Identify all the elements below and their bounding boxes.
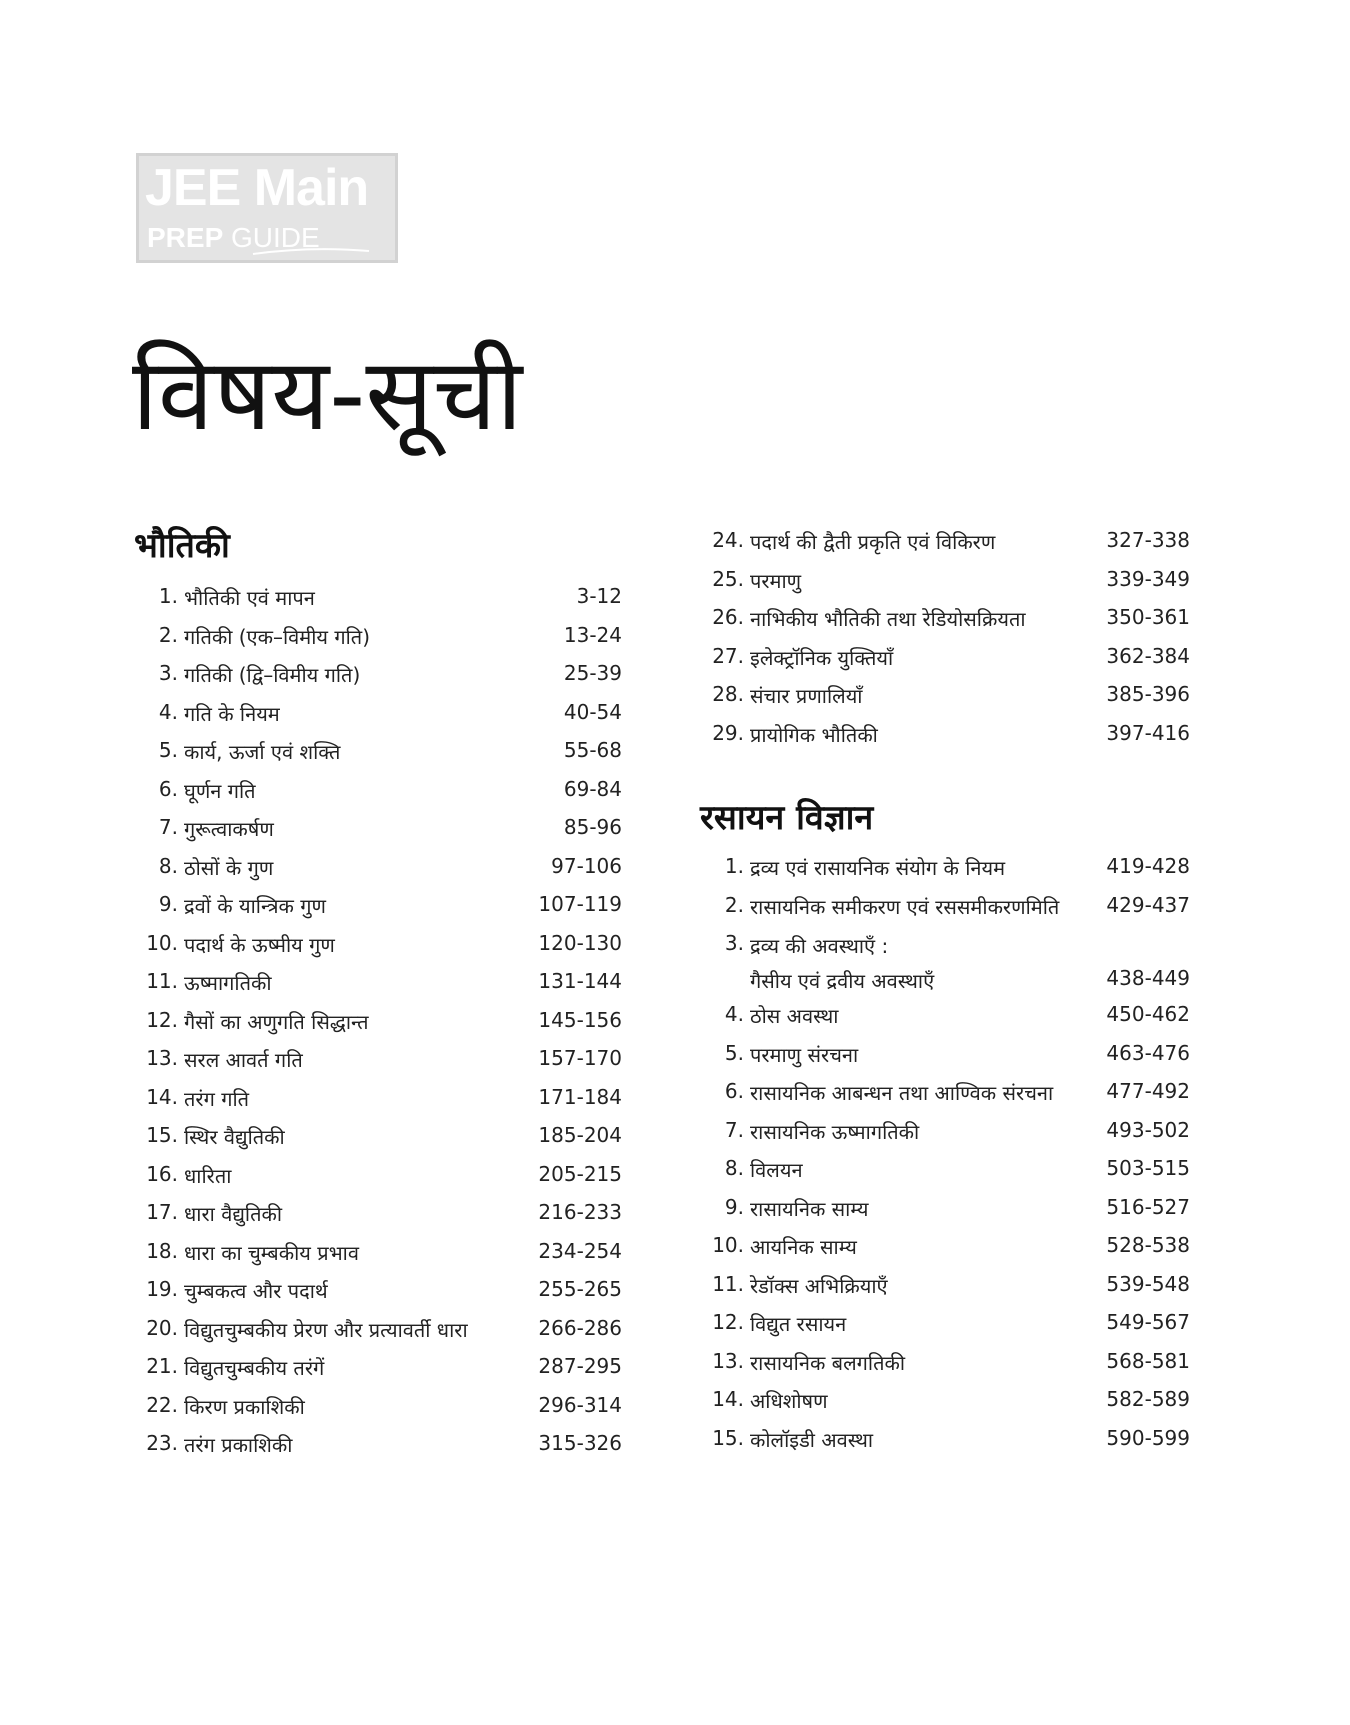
toc-entry-pages: 590-599 [1106, 1425, 1190, 1450]
toc-entry-number: 12. [712, 1310, 744, 1334]
toc-entry-title: विद्युतचुम्बकीय तरंगें [184, 1356, 325, 1380]
toc-entry-pages: 493-502 [1106, 1117, 1190, 1142]
toc-entry-title: स्थिर वैद्युतिकी [184, 1125, 285, 1149]
toc-entry-number: 26. [712, 605, 744, 629]
toc-entry [700, 636, 1190, 675]
toc-entry [700, 713, 1190, 752]
toc-entry-pages: 350-361 [1106, 605, 1190, 629]
toc-entry-title: पदार्थ की द्वैती प्रकृति एवं विकिरण [750, 530, 996, 554]
toc-entry-title: धारा का चुम्बकीय प्रभाव [184, 1240, 359, 1265]
toc-entry-title: चुम्बकत्व और पदार्थ [184, 1279, 328, 1303]
toc-entry-title: गतिकी (द्वि–विमीय गति) [184, 663, 361, 687]
toc-entry-pages: 549-567 [1106, 1310, 1190, 1334]
logo-swoosh-icon [251, 248, 371, 256]
toc-entry-title: द्रव्य एवं रासायनिक संयोग के नियम [750, 856, 1006, 880]
toc-entry-pages: 120-130 [538, 930, 622, 955]
toc-entry-pages: 528-538 [1106, 1233, 1190, 1257]
toc-entry-pages: 339-349 [1106, 566, 1190, 591]
toc-entry-pages: 205-215 [538, 1161, 622, 1186]
toc-entry-number: 13. [712, 1348, 744, 1373]
toc-entry-pages: 107-119 [538, 892, 622, 916]
toc-entry [134, 615, 622, 654]
toc-entry [700, 1341, 1190, 1380]
toc-entry-pages: 582-589 [1106, 1387, 1190, 1411]
toc-entry [700, 1071, 1190, 1110]
toc-entry [700, 674, 1190, 713]
toc-entry-number: 13. [146, 1046, 178, 1070]
toc-entry-title: गति के नियम [184, 701, 280, 726]
toc-entry-number: 10. [146, 930, 178, 955]
toc-entry-number: 14. [146, 1084, 178, 1109]
toc-entry-number: 20. [146, 1315, 178, 1340]
toc-entry-number: 15. [712, 1425, 744, 1450]
toc-entry-number: 12. [146, 1007, 178, 1032]
toc-entry-title: नाभिकीय भौतिकी तथा रेडियोसक्रियता [750, 607, 1026, 631]
jee-main-prep-guide-logo [136, 153, 398, 263]
toc-entry-number: 4. [158, 699, 178, 724]
toc-entry-pages: 516-527 [1106, 1194, 1190, 1219]
toc-entry-title: विलयन [750, 1158, 803, 1182]
toc-entry-title: पदार्थ के ऊष्मीय गुण [184, 932, 335, 957]
toc-entry-number: 21. [146, 1354, 178, 1378]
toc-entry-number: 7. [724, 1117, 744, 1142]
toc-entry-title: इलेक्ट्रॉनिक युक्तियाँ [750, 645, 894, 670]
toc-entry-title: धारा वैद्युतिकी [184, 1202, 283, 1226]
toc-entry [134, 1269, 622, 1308]
toc-entry [700, 1264, 1190, 1303]
toc-list-physics [134, 576, 622, 1462]
toc-entry-pages: 503-515 [1106, 1156, 1190, 1180]
section-title-chemistry: रसायन विज्ञान [700, 798, 874, 838]
toc-entry-pages: 13-24 [563, 622, 622, 647]
toc-entry-title: तरंग गति [184, 1086, 250, 1111]
toc-entry-pages: 315-326 [538, 1431, 622, 1455]
toc-entry-number: 8. [724, 1156, 744, 1180]
toc-entry-title: तरंग प्रकाशिकी [184, 1433, 293, 1457]
toc-entry-title-line1: द्रव्य की अवस्थाएँ : [750, 934, 889, 958]
toc-entry-pages: 463-476 [1106, 1040, 1190, 1065]
toc-entry-pages: 40-54 [563, 699, 622, 724]
toc-entry [134, 1346, 622, 1385]
toc-entry [134, 1038, 622, 1077]
toc-entry [700, 1379, 1190, 1418]
toc-entry [134, 1000, 622, 1039]
toc-entry-title: परमाणु संरचना [750, 1042, 859, 1067]
toc-entry-number: 25. [712, 566, 744, 591]
toc-entry [134, 846, 622, 885]
toc-entry [700, 520, 1190, 559]
page-title: विषय-सूची [132, 336, 523, 453]
toc-entry-pages: 429-437 [1106, 892, 1190, 917]
toc-entry [700, 1110, 1190, 1149]
toc-entry-title: रासायनिक साम्य [750, 1196, 869, 1221]
toc-entry [134, 730, 622, 769]
toc-entry-title: घूर्णन गति [184, 778, 256, 803]
toc-entry-pages: 287-295 [538, 1354, 622, 1378]
toc-entry [700, 559, 1190, 598]
toc-entry-pages: 131-144 [538, 969, 622, 993]
toc-entry [134, 1385, 622, 1424]
toc-entry-pages: 85-96 [563, 815, 622, 839]
toc-entry-title: संचार प्रणालियाँ [750, 684, 863, 708]
toc-entry-title: विद्युतचुम्बकीय प्रेरण और प्रत्यावर्ती धारा [184, 1317, 468, 1342]
toc-entry-number: 19. [146, 1277, 178, 1301]
toc-entry-number: 6. [158, 776, 178, 801]
toc-entry-number: 6. [724, 1079, 744, 1103]
toc-entry-title: रासायनिक समीकरण एवं रससमीकरणमिति [750, 894, 1060, 919]
toc-entry-pages: 397-416 [1106, 720, 1190, 745]
toc-entry-number: 8. [158, 853, 178, 878]
toc-entry [700, 994, 1190, 1033]
toc-entry-number: 2. [158, 622, 178, 647]
toc-entry-number: 16. [146, 1161, 178, 1186]
toc-entry-pages: 477-492 [1106, 1079, 1190, 1103]
toc-entry-title: रासायनिक ऊष्मागतिकी [750, 1119, 920, 1144]
toc-entry [134, 1423, 622, 1462]
toc-entry [700, 1033, 1190, 1072]
toc-entry [134, 1115, 622, 1154]
toc-entry-pages: 255-265 [538, 1277, 622, 1301]
toc-entry-title: प्रायोगिक भौतिकी [750, 722, 878, 747]
toc-entry-number: 5. [158, 738, 178, 762]
toc-entry-title: परमाणु [750, 568, 802, 593]
toc-entry [134, 692, 622, 731]
toc-entry-pages: 266-286 [538, 1315, 622, 1340]
toc-entry-pages: 185-204 [538, 1123, 622, 1147]
toc-entry-pages: 296-314 [538, 1392, 622, 1417]
toc-entry-number: 28. [712, 682, 744, 706]
toc-entry [700, 923, 1190, 994]
toc-entry [700, 846, 1190, 885]
toc-entry-title: धारिता [184, 1163, 232, 1188]
toc-entry-number: 7. [158, 815, 178, 839]
toc-entry [134, 807, 622, 846]
toc-entry [134, 1192, 622, 1231]
toc-entry-pages: 55-68 [563, 738, 622, 762]
toc-entry-number: 2. [724, 892, 744, 917]
toc-entry-title: भौतिकी एवं मापन [184, 586, 315, 610]
toc-entry-pages: 171-184 [538, 1084, 622, 1109]
toc-list-physics-continued [700, 520, 1190, 751]
toc-entry [700, 1148, 1190, 1187]
toc-entry-number: 3. [724, 931, 744, 955]
toc-entry-pages: 157-170 [538, 1046, 622, 1070]
toc-entry-number: 9. [724, 1194, 744, 1219]
toc-entry-pages: 327-338 [1106, 528, 1190, 552]
toc-entry [134, 961, 622, 1000]
toc-entry-number: 18. [146, 1238, 178, 1263]
toc-entry-number: 4. [724, 1002, 744, 1026]
toc-entry-title: अधिशोषण [750, 1389, 828, 1413]
toc-entry-number: 15. [146, 1123, 178, 1147]
toc-entry-title: आयनिक साम्य [750, 1235, 857, 1259]
toc-entry-number: 11. [712, 1271, 744, 1296]
toc-entry-number: 14. [712, 1387, 744, 1411]
toc-entry-title: गुरूत्वाकर्षण [184, 817, 274, 841]
toc-entry-pages: 385-396 [1106, 682, 1190, 706]
logo-title: JEE Main [145, 159, 369, 217]
toc-entry [700, 1187, 1190, 1226]
toc-entry-pages: 145-156 [538, 1007, 622, 1032]
toc-entry-pages: 419-428 [1106, 854, 1190, 878]
toc-entry [134, 1077, 622, 1116]
toc-entry [700, 1302, 1190, 1341]
toc-entry-number: 23. [146, 1431, 178, 1455]
toc-entry [134, 1308, 622, 1347]
toc-entry-pages: 25-39 [563, 661, 622, 685]
toc-entry [700, 597, 1190, 636]
toc-entry [134, 923, 622, 962]
toc-entry-title: गतिकी (एक–विमीय गति) [184, 624, 371, 649]
toc-entry-title: ठोस अवस्था [750, 1004, 839, 1028]
toc-entry [134, 769, 622, 808]
toc-entry-pages: 216-233 [538, 1200, 622, 1224]
toc-entry-title: द्रवों के यान्त्रिक गुण [184, 894, 326, 918]
toc-entry-pages: 234-254 [538, 1238, 622, 1263]
toc-entry-number: 5. [724, 1040, 744, 1065]
toc-entry [134, 1231, 622, 1270]
toc-entry-title: विद्युत रसायन [750, 1312, 847, 1336]
toc-entry-number: 27. [712, 643, 744, 668]
toc-entry-number: 11. [146, 969, 178, 993]
toc-entry [700, 1225, 1190, 1264]
toc-entry-number: 3. [158, 661, 178, 685]
toc-entry-title: ठोसों के गुण [184, 855, 274, 880]
toc-entry-pages: 362-384 [1106, 643, 1190, 668]
toc-entry-title-line2: गैसीय एवं द्रवीय अवस्थाएँ [750, 969, 935, 993]
toc-entry-number: 17. [146, 1200, 178, 1224]
toc-list-chemistry [700, 846, 1190, 1456]
toc-entry-title: सरल आवर्त गति [184, 1048, 303, 1072]
toc-entry [134, 1154, 622, 1193]
toc-entry-title: रासायनिक आबन्धन तथा आण्विक संरचना [750, 1081, 1054, 1105]
logo-subtitle-rest: GUIDE [223, 222, 320, 253]
toc-entry-pages: 69-84 [563, 776, 622, 801]
toc-entry [700, 1418, 1190, 1457]
toc-entry-number: 9. [158, 892, 178, 916]
toc-entry [134, 653, 622, 692]
toc-entry-title: किरण प्रकाशिकी [184, 1394, 305, 1419]
toc-entry [134, 884, 622, 923]
toc-entry-pages: 539-548 [1106, 1271, 1190, 1296]
toc-entry-number: 24. [712, 528, 744, 552]
section-title-physics: भौतिकी [134, 526, 230, 566]
toc-entry-title: रेडॉक्स अभिक्रियाएँ [750, 1273, 888, 1298]
toc-entry [134, 576, 622, 615]
toc-entry-title: रासायनिक बलगतिकी [750, 1350, 906, 1375]
toc-entry-title: कोलॉइडी अवस्था [750, 1427, 874, 1452]
toc-entry-title: गैसों का अणुगति सिद्धान्त [184, 1009, 369, 1034]
logo-subtitle-bold: PREP [147, 222, 224, 253]
toc-entry-number: 1. [724, 854, 744, 878]
toc-entry-title [750, 929, 934, 999]
toc-entry-pages: 568-581 [1106, 1348, 1190, 1373]
toc-entry-pages: 438-449 [1106, 966, 1190, 990]
toc-entry-number: 29. [712, 720, 744, 745]
toc-entry-number: 1. [158, 584, 178, 608]
toc-entry-number: 22. [146, 1392, 178, 1417]
toc-entry-number: 10. [712, 1233, 744, 1257]
toc-entry [700, 885, 1190, 924]
toc-entry-pages: 450-462 [1106, 1002, 1190, 1026]
toc-entry-pages: 3-12 [576, 584, 622, 608]
toc-entry-title: कार्य, ऊर्जा एवं शक्ति [184, 740, 341, 764]
toc-entry-title: ऊष्मागतिकी [184, 971, 272, 995]
toc-entry-pages: 97-106 [551, 853, 622, 878]
